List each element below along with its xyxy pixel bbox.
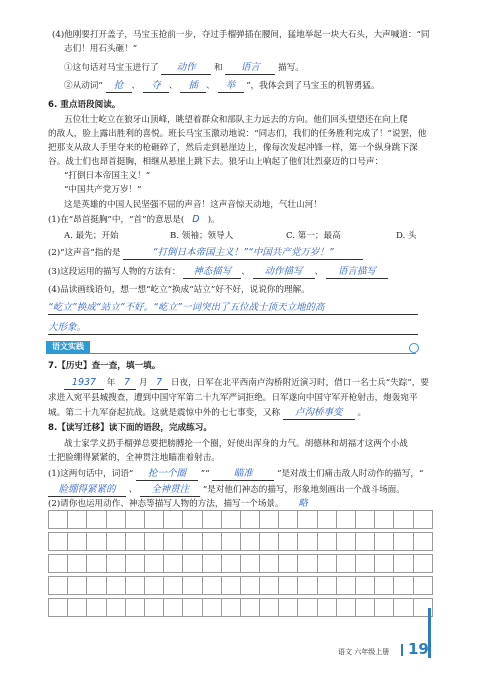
grid-cell[interactable] [164, 533, 183, 551]
q8-sub2 [48, 498, 308, 510]
q6-passage-line3: 把那支从敌人手里夺来的枪砸碎了，然后走到悬崖边上，像每次发起冲锋一样，第一个纵身跳下深 [48, 143, 418, 153]
grid-cell[interactable] [375, 533, 394, 551]
q6-sub1-question [48, 214, 220, 226]
grid-cell[interactable] [394, 555, 413, 573]
q4-sub2-verb2: 夺 [143, 80, 169, 93]
q6-passage-line7: 这是英雄的中国人民坚强不屈的声音！这声音惊天动地，气壮山河！ [64, 200, 322, 210]
q7-line1 [64, 377, 429, 390]
grid-cell[interactable] [106, 599, 125, 617]
q4-sub2-suffix: ”，我体会到了马宝玉的机智勇猛。 [246, 81, 380, 91]
grid-cell[interactable] [202, 577, 221, 595]
grid-cell[interactable] [356, 577, 375, 595]
q4-text-line1: (4)他刚要打开盖子，马宝玉抢前一步，夺过手榴弹插在腰间，猛地举起一块大石头，大声喊道：“同 [52, 30, 430, 40]
grid-cell[interactable] [375, 555, 394, 573]
grid-cell[interactable] [221, 555, 240, 573]
q8-sub1-prefix: (1)这两句话中，词语“ [48, 469, 134, 479]
q8-sub1-separator: 、 [128, 485, 138, 495]
q8-sub2-answer: 略 [298, 498, 308, 509]
q6-passage-line4: 谷。战士们也昂首挺胸，相继从悬崖上跳下去。狼牙山上响起了他们壮烈豪迈的口号声： [48, 157, 384, 167]
q4-sub1 [64, 62, 304, 75]
grid-cell[interactable] [221, 533, 240, 551]
q7-month-answer: 7 [118, 377, 136, 390]
grid-row [49, 599, 433, 617]
q6-passage-line6: “中国共产党万岁！” [64, 185, 142, 195]
grid-cell[interactable] [49, 577, 68, 595]
grid-cell[interactable] [375, 599, 394, 617]
grid-cell[interactable] [394, 599, 413, 617]
grid-cell[interactable] [260, 533, 279, 551]
section-divider [46, 341, 416, 354]
writing-grid[interactable] [48, 510, 433, 617]
grid-cell[interactable] [356, 511, 375, 529]
grid-cell[interactable] [240, 533, 259, 551]
grid-row [49, 511, 433, 529]
q7-line1-text: 日夜，日军在北平西南卢沟桥附近演习时，借口一名士兵“失踪”，要 [170, 378, 429, 388]
grid-cell[interactable] [356, 533, 375, 551]
q6-sub1-option-a: A. 最先；开始 [64, 231, 119, 241]
grid-cell[interactable] [164, 577, 183, 595]
grid-cell[interactable] [87, 511, 106, 529]
grid-cell[interactable] [202, 533, 221, 551]
grid-cell[interactable] [298, 577, 317, 595]
grid-cell[interactable] [125, 511, 144, 529]
grid-cell[interactable] [298, 511, 317, 529]
grid-cell[interactable] [279, 533, 298, 551]
grid-cell[interactable] [317, 533, 336, 551]
section-label: 语文实践 [46, 341, 90, 353]
grid-cell[interactable] [394, 577, 413, 595]
grid-cell[interactable] [68, 533, 87, 551]
grid-cell[interactable] [260, 599, 279, 617]
grid-cell[interactable] [68, 599, 87, 617]
grid-cell[interactable] [279, 511, 298, 529]
grid-cell[interactable] [240, 577, 259, 595]
q8-sub1-answer2: 瞄准 [212, 468, 274, 481]
grid-cell[interactable] [125, 577, 144, 595]
grid-cell[interactable] [49, 511, 68, 529]
grid-row [49, 577, 433, 595]
q6-sub1-option-c: C. 第一；最高 [286, 231, 341, 241]
grid-cell[interactable] [336, 577, 355, 595]
grid-cell[interactable] [87, 599, 106, 617]
grid-cell[interactable] [144, 577, 163, 595]
grid-cell[interactable] [279, 577, 298, 595]
q6-sub4-answer-line1: “屹立”换成“站立”不好。“屹立”一词突出了五位战士顶天立地的高 [48, 302, 418, 315]
grid-cell[interactable] [183, 599, 202, 617]
grid-cell[interactable] [164, 555, 183, 573]
q7-day-answer: 7 [150, 377, 168, 390]
grid-cell[interactable] [413, 511, 432, 529]
grid-cell[interactable] [394, 533, 413, 551]
q6-title: 6. 重点语段阅读。 [48, 100, 121, 110]
grid-cell[interactable] [317, 599, 336, 617]
grid-cell[interactable] [375, 511, 394, 529]
q8-sub1-quote-sep: ”“ [200, 469, 210, 479]
grid-cell[interactable] [394, 511, 413, 529]
q7-line3-suffix: 。 [357, 408, 367, 418]
q6-sub3-prefix: (3)这段运用的描写人物的方法有： [48, 267, 181, 277]
q8-sub1-line2 [48, 484, 405, 497]
q7-title: 7.【历史】查一查，填一填。 [48, 361, 161, 371]
q4-sub2-verb3: 插 [180, 80, 206, 93]
grid-cell[interactable] [336, 533, 355, 551]
q8-passage-line1: 战士家学义扔手榴弹总要把膀膊抡一个圈，好使出浑身的力气。胡德林和胡福才这两个小战 [64, 439, 408, 449]
q8-title: 8.【读写迁移】读下面的语段，完成练习。 [48, 423, 212, 433]
grid-cell[interactable] [221, 599, 240, 617]
q6-sub1-prefix: (1)在“昂首挺胸”中，“首”的意思是( [48, 215, 185, 225]
grid-cell[interactable] [260, 511, 279, 529]
q7-year-unit: 年 [106, 378, 116, 388]
q6-sub3: (3)这段运用的描写人物的方法有： 神态描写 、 动作描写 、 语言描写 [48, 266, 388, 279]
q7-year-answer: 1937 [64, 377, 104, 390]
grid-cell[interactable] [87, 577, 106, 595]
grid-cell[interactable] [125, 599, 144, 617]
q6-sub3-answer3: 语言描写 [326, 266, 388, 279]
grid-cell[interactable] [317, 511, 336, 529]
grid-cell[interactable] [260, 555, 279, 573]
q6-sub4-answer-line2: 大形象。 [48, 322, 418, 335]
grid-cell[interactable] [298, 599, 317, 617]
grid-cell[interactable] [356, 599, 375, 617]
grid-cell[interactable] [298, 555, 317, 573]
q8-sub1-suffix: ”是对他们神态的描写，形象地刻画出一个战斗场面。 [202, 485, 405, 495]
grid-cell[interactable] [106, 555, 125, 573]
grid-cell[interactable] [317, 577, 336, 595]
grid-cell[interactable] [164, 599, 183, 617]
q7-line3-prefix: 城。第二十九军奋起抗战。这就是震惊中外的七七事变，又称 [48, 408, 281, 418]
q4-sub2: ②从动词“ 抢 、 夺 、 插 、 举 ”，我体会到了马宝玉的机智勇猛。 [64, 80, 380, 91]
q4-sub1-and: 和 [214, 63, 223, 73]
grid-cell[interactable] [202, 555, 221, 573]
q6-sub3-answer2: 动作描写 [253, 266, 315, 279]
grid-cell[interactable] [144, 511, 163, 529]
grid-cell[interactable] [356, 555, 375, 573]
q8-sub1-mid-text: ”是对战士们痛击敌人时动作的描写，“ [277, 469, 424, 479]
grid-cell[interactable] [68, 577, 87, 595]
grid-cell[interactable] [49, 533, 68, 551]
page-number: 19 [408, 640, 429, 658]
grid-cell[interactable] [279, 555, 298, 573]
grid-cell[interactable] [336, 599, 355, 617]
q6-sub3-answer1: 神态描写 [183, 266, 241, 279]
grid-cell[interactable] [240, 511, 259, 529]
q4-sub2-verb1: 抢 [106, 80, 132, 93]
grid-cell[interactable] [87, 555, 106, 573]
q6-sub1-answer: D [192, 214, 200, 225]
grid-cell[interactable] [336, 555, 355, 573]
q4-sub1-prefix: ①这句话对马宝玉进行了 [64, 63, 159, 73]
grid-cell[interactable] [279, 599, 298, 617]
q4-sub2-verb4: 举 [218, 80, 244, 93]
q6-sub2-prefix: (2)“这声音”指的是 [48, 248, 121, 258]
q6-sub1-option-d: D. 头 [396, 231, 417, 241]
grid-cell[interactable] [336, 511, 355, 529]
q6-sub1-option-b: B. 领袖；领导人 [170, 231, 234, 241]
q8-sub1-line1 [48, 468, 423, 481]
q6-passage-line2: 的敌人，脸上露出胜利的喜悦。班长马宝玉激动地说：“同志们，我们的任务胜利完成了！”说罢，他 [48, 129, 427, 139]
q8-sub1-answer4: 全神贯注 [140, 484, 200, 497]
grid-cell[interactable] [240, 555, 259, 573]
q4-sub1-answer2: 语言 [225, 62, 275, 75]
grid-row [49, 533, 433, 551]
q4-text-line2: 志们！用石头砸！” [64, 44, 138, 54]
grid-cell[interactable] [221, 511, 240, 529]
section-dot-icon [409, 343, 419, 353]
q4-sub1-suffix: 描写。 [278, 63, 304, 73]
q8-sub1-answer3: 脸绷得紧紧的 [48, 484, 126, 497]
q6-sub4-question: (4)品读画线语句，想一想“屹立”换成“站立”好不好，说说你的理解。 [48, 285, 310, 295]
grid-cell[interactable] [202, 599, 221, 617]
grid-cell[interactable] [144, 599, 163, 617]
q8-sub1-answer1: 抡一个圈 [136, 468, 198, 481]
grid-cell[interactable] [183, 555, 202, 573]
grid-cell[interactable] [144, 533, 163, 551]
page-number-divider [401, 644, 403, 656]
footer-subject: 语文 六年级上册 [338, 648, 390, 656]
grid-cell[interactable] [125, 533, 144, 551]
q7-event-answer: 卢沟桥事变 [283, 407, 355, 420]
grid-cell[interactable] [183, 577, 202, 595]
grid-cell[interactable] [240, 599, 259, 617]
grid-cell[interactable] [49, 599, 68, 617]
q6-passage-line5: “打倒日本帝国主义！” [64, 171, 151, 181]
q4-sub2-prefix: ②从动词“ [64, 81, 103, 91]
grid-cell[interactable] [106, 533, 125, 551]
q4-sub1-answer1: 动作 [161, 62, 211, 75]
grid-cell[interactable] [202, 511, 221, 529]
q8-passage-line2: 士把脸绷得紧紧的，全神贯注地瞄准着射击。 [48, 453, 220, 463]
grid-cell[interactable] [183, 533, 202, 551]
q6-sub2 [48, 247, 363, 260]
grid-cell[interactable] [260, 577, 279, 595]
grid-cell[interactable] [298, 533, 317, 551]
grid-cell[interactable] [68, 511, 87, 529]
q7-month-unit: 月 [138, 378, 148, 388]
grid-cell[interactable] [413, 533, 432, 551]
q6-passage-line1: 五位壮士屹立在狼牙山顶峰，眺望着群众和部队主力远去的方向。他们回头望望还在向上爬 [64, 115, 408, 125]
grid-cell[interactable] [413, 577, 432, 595]
grid-cell[interactable] [49, 555, 68, 573]
q6-sub1-suffix: )。 [207, 215, 220, 225]
grid-row [49, 555, 433, 573]
grid-cell[interactable] [106, 511, 125, 529]
grid-cell[interactable] [144, 555, 163, 573]
grid-cell[interactable] [87, 533, 106, 551]
q7-line2: 求进入宛平县城搜查，遭到中国守军第二十九军严词拒绝。日军遂向中国守军开枪射击，炮轰宛平 [48, 393, 418, 403]
grid-cell[interactable] [183, 511, 202, 529]
q6-sub2-answer: “打倒日本帝国主义！”“中国共产党万岁！” [123, 247, 363, 260]
q7-line3 [48, 407, 366, 420]
grid-cell[interactable] [164, 511, 183, 529]
grid-cell[interactable] [106, 577, 125, 595]
grid-cell[interactable] [317, 555, 336, 573]
grid-cell[interactable] [375, 577, 394, 595]
grid-cell[interactable] [221, 577, 240, 595]
grid-cell[interactable] [125, 555, 144, 573]
q8-sub2-question: (2)请你也运用动作、神态等描写人物的方法，描写一个场景。 [48, 499, 284, 509]
grid-cell[interactable] [68, 555, 87, 573]
grid-cell[interactable] [413, 555, 432, 573]
